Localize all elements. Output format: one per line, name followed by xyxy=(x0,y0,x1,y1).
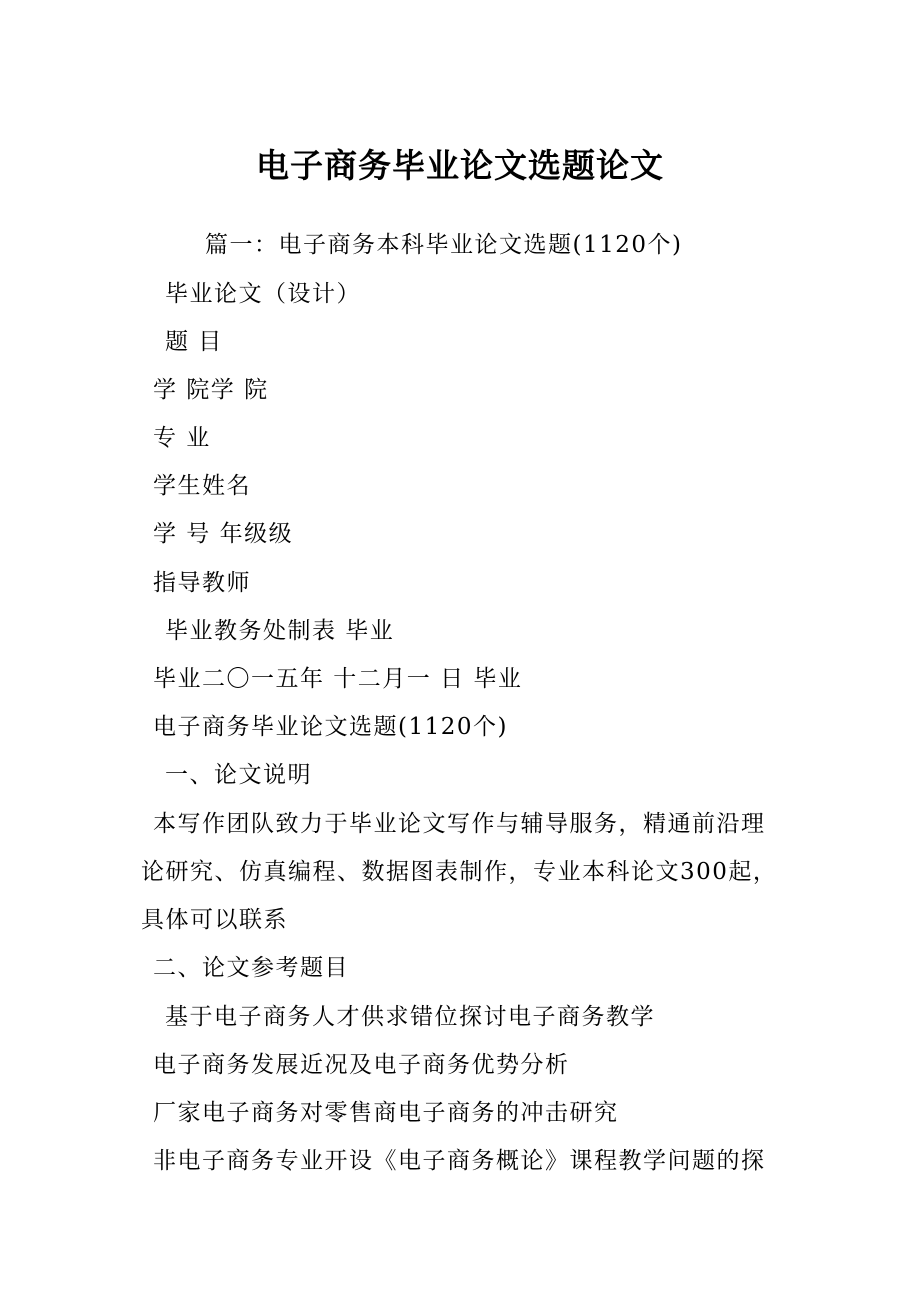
document-title: 电子商务毕业论文选题论文 xyxy=(256,146,664,185)
topic-item: 非电子商务专业开设《电子商务概论》课程教学问题的探 xyxy=(153,1148,766,1174)
topic-item: 厂家电子商务对零售商电子商务的冲击研究 xyxy=(153,1100,619,1126)
cover-major-label: 专 业 xyxy=(153,425,211,451)
topic-item: 基于电子商务人才供求错位探讨电子商务教学 xyxy=(165,1004,655,1030)
list-heading: 电子商务毕业论文选题(1120个) xyxy=(153,714,508,740)
section-heading-reference-topics: 二、论文参考题目 xyxy=(153,955,349,981)
body-paragraph-line-2: 论研究、仿真编程、数据图表制作，专业本科论文300起， xyxy=(141,859,778,885)
section-heading-part-one: 篇一：电子商务本科毕业论文选题(1120个) xyxy=(205,232,683,258)
body-paragraph-line-3: 具体可以联系 xyxy=(141,907,288,933)
cover-student-name-label: 学生姓名 xyxy=(153,473,251,499)
cover-student-id-label: 学 号 年级级 xyxy=(153,521,294,547)
cover-topic-label: 题 目 xyxy=(165,329,223,355)
cover-college-label: 学 院学 院 xyxy=(153,377,269,403)
section-heading-description: 一、论文说明 xyxy=(165,762,312,788)
cover-advisor-label: 指导教师 xyxy=(153,570,251,596)
body-paragraph-line-1: 本写作团队致力于毕业论文写作与辅导服务，精通前沿理 xyxy=(153,811,766,837)
cover-made-by-line: 毕业教务处制表 毕业 xyxy=(165,618,395,644)
cover-thesis-design-label: 毕业论文（设计） xyxy=(165,281,361,307)
cover-date-line: 毕业二〇一五年 十二月一 日 毕业 xyxy=(153,666,523,692)
topic-item: 电子商务发展近况及电子商务优势分析 xyxy=(153,1052,570,1078)
